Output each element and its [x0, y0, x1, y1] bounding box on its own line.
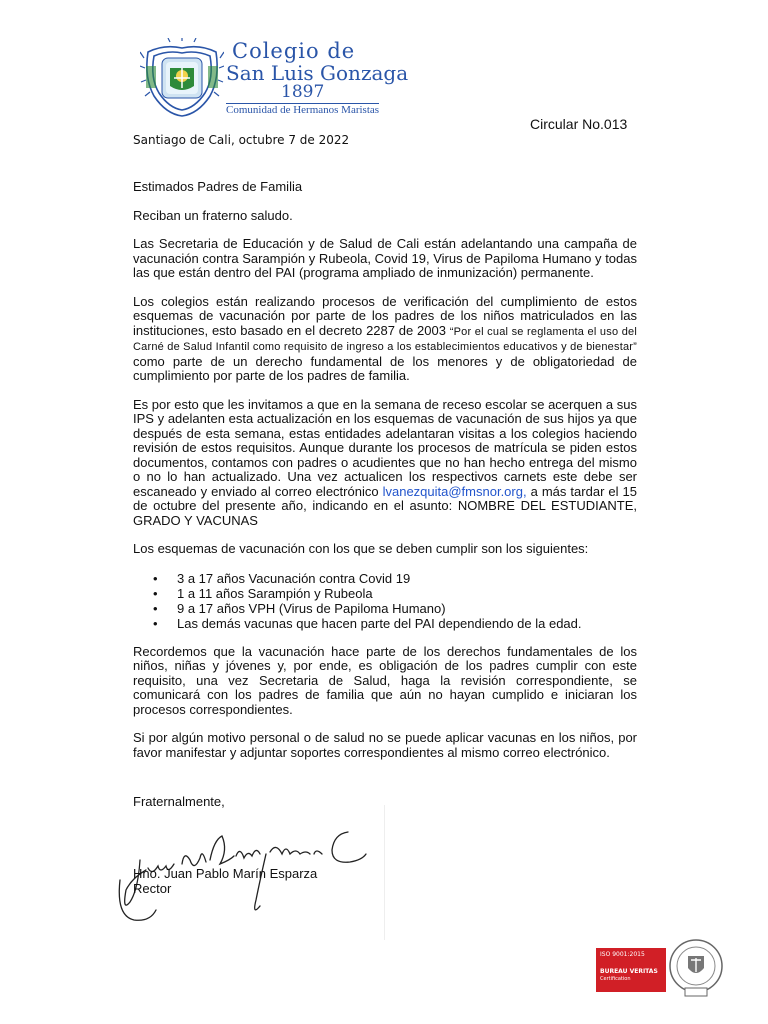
salute: Reciban un fraterno saludo.	[133, 207, 293, 223]
signer-block	[133, 866, 317, 896]
list-item-text: 9 a 17 años VPH (Virus de Papiloma Humano)	[177, 600, 446, 616]
list-item	[133, 586, 637, 601]
closing: Fraternalmente,	[133, 794, 225, 809]
certification-mark	[596, 948, 726, 992]
paragraph-invitation-b: a más tardar el 15 de octubre del presente año, indicando en el asunto: NOMBRE DEL ESTUDIANTE, GRADO Y VACUNAS	[133, 483, 638, 528]
list-item	[133, 616, 637, 631]
school-founding-year: 1897	[281, 82, 325, 102]
list-item-text: 1 a 11 años Sarampión y Rubeola	[177, 585, 373, 601]
signer-title: Rector	[133, 881, 172, 896]
circular-number: Circular No.013	[530, 116, 628, 132]
certification-type: Certification	[600, 976, 631, 982]
bullet-icon: •	[153, 570, 158, 586]
list-item-text: 3 a 17 años Vacunación contra Covid 19	[177, 570, 411, 586]
paragraph-schemes-intro: Los esquemas de vacunación con los que se deben cumplir son los siguientes:	[133, 541, 589, 556]
school-community: Comunidad de Hermanos Maristas	[226, 104, 380, 116]
paragraph-verification	[133, 295, 637, 384]
paragraph-campaign: Las Secretaria de Educación y de Salud de Cali están adelantando una campaña de vacunación contra Sarampión y Rubeola, Covid 19, Virus de Papiloma Humano y todas las que están dentro del PAI (programa ampliado de inmunización) permanente.	[133, 236, 637, 280]
school-name-block	[226, 40, 416, 118]
paragraph-verification-b: como parte de un derecho fundamental de los menores y de obligatoriedad de cumplimiento por parte de los padres de familia.	[133, 353, 637, 383]
iso-standard: ISO 9001:2015	[600, 951, 645, 958]
bullet-icon: •	[153, 615, 158, 631]
greeting: Estimados Padres de Familia	[133, 179, 303, 194]
paragraph-invitation	[133, 398, 637, 529]
bullet-icon: •	[153, 600, 158, 616]
signer-name: Hno. Juan Pablo Marín Esparza	[133, 866, 318, 881]
paragraph-verification-a: Los colegios están realizando procesos de verificación del cumplimiento de estos esquemas de vacunación por parte de los padres de los niños matriculados en las instituciones, esto basado en el decreto 2287 de 2003	[133, 293, 637, 338]
school-logo	[140, 38, 410, 118]
list-item	[133, 571, 637, 586]
paragraph-exceptions: Si por algún motivo personal o de salud no se puede aplicar vacunas en los niños, por favor manifestar y adjuntar soportes correspondientes al mismo correo electrónico.	[133, 730, 637, 760]
paragraph-rights: Recordemos que la vacunación hace parte de los derechos fundamentales de los niños, niñas y jóvenes y, por ende, es obligación de los padres cumplir con este requisito, una vez Secretaria de Salud, haga la revisión correspondiente, se comunicará con los padres de familia que aún no hayan cumplido e iniciaran los procesos correspondientes.	[133, 643, 637, 717]
certifier-name: BUREAU VERITAS	[600, 968, 658, 975]
letter-body	[133, 180, 637, 774]
contact-email-link[interactable]: lvanezquita@fmsnor.org,	[382, 483, 527, 499]
school-crest-icon	[140, 38, 224, 118]
decree-quote: “Por el cual se reglamenta el uso del Carné de Salud Infantil como requisito de ingreso a los establecimientos educativos y de bienestar”	[133, 325, 637, 353]
list-item-text: Las demás vacunas que hacen parte del PAI dependiendo de la edad.	[177, 615, 582, 631]
letter-date: Santiago de Cali, octubre 7 de 2022	[133, 133, 350, 147]
bureau-veritas-seal-icon	[668, 938, 724, 998]
certification-label	[596, 948, 666, 992]
paragraph-invitation-a: Es por esto que les invitamos a que en la semana de receso escolar se acerquen a sus IPS y adelanten esta actualización en los esquemas de vacunación de sus hijos ya que después de esta semana, estas entidades adelantaran visitas a los colegios haciendo revisión de estos requisitos. Aunque durante los procesos de matrícula se piden estos documentos, contamos con padres o acudientes que no han hecho entrega del mismo o no lo han actualizado. Una vez actualicen los respectivos carnets este debe ser escaneado y enviado al correo electrónico	[133, 396, 637, 499]
list-item	[133, 601, 637, 616]
school-name-line1: Colegio de	[232, 39, 356, 63]
school-name-line2: San Luis Gonzaga	[226, 61, 409, 85]
bullet-icon: •	[153, 585, 158, 601]
vaccination-schemes-list	[133, 571, 637, 631]
